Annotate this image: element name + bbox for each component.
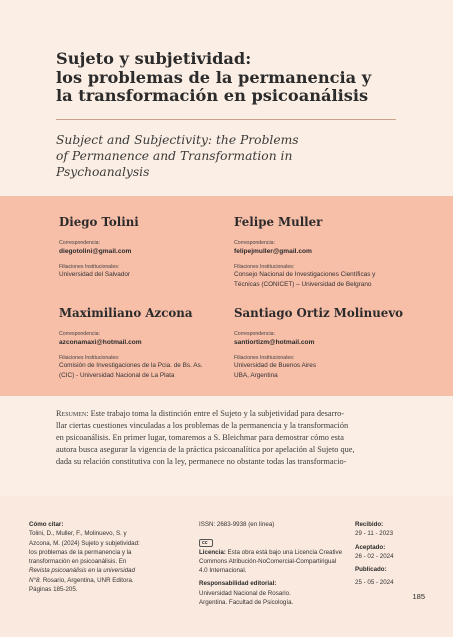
affiliation-label: Filiaciones Institucionales: [59, 264, 120, 270]
affiliation-line: (CIC) - Universidad Nacional de La Plata [59, 371, 175, 379]
abstract-line: dada su relación constitutiva con la ley, permanece no obstante todas las transformacio- [56, 457, 347, 467]
correspondence-label: Correspondencia: [59, 240, 100, 246]
subtitle-line: Subject and Subjectivity: the Problems [56, 133, 299, 147]
author-email[interactable]: diegotolini@gmail.com [59, 248, 132, 255]
license-text: Esta obra está bajo una Licencia Creative [225, 548, 343, 556]
english-title [56, 132, 396, 180]
author-name: Maximiliano Azcona [59, 306, 193, 320]
affiliation-label: Filiaciones Institucionales: [234, 355, 295, 361]
abstract-line [56, 408, 397, 420]
cite-journal: Revista psicoanálisis en la universidad [29, 567, 135, 575]
author-email[interactable]: azconamaxi@hotmail.com [59, 339, 142, 346]
abstract [56, 408, 397, 468]
cite-line: Azcona, M. (2024) Sujeto y subjetividad: [29, 539, 140, 547]
correspondence-label: Correspondencia: [59, 331, 100, 337]
resp-line: Argentina. Facultad de Psicología. [199, 599, 294, 607]
cite-line: transformación en psicoanálisis. En [29, 558, 127, 566]
accepted-label: Aceptado: [355, 543, 386, 551]
cite-line [29, 576, 140, 585]
published-date: 25 - 05 - 2024 [355, 579, 394, 587]
author-email[interactable]: felipejmuller@gmail.com [234, 248, 312, 255]
affiliation-line: Universidad del Salvador [59, 271, 131, 278]
resp-line: Universidad Nacional de Rosario. [199, 589, 291, 597]
cite-line: los problemas de la permanencia y la [29, 548, 132, 556]
accepted-date: 26 - 02 - 2024 [355, 552, 394, 560]
author-email[interactable]: santiortizm@hotmail.com [234, 339, 315, 346]
page-title [56, 50, 416, 106]
affiliation-label: Filiaciones Institucionales: [59, 355, 120, 361]
cite-line: Tolini, D., Muller, F., Molinuevo, S. y [29, 530, 127, 538]
title-line: los problemas de la permanencia y [56, 67, 372, 87]
cite-issue: N°8. [29, 576, 42, 584]
license-label: Licencia: [199, 548, 226, 556]
title-line: Sujeto y subjetividad: [56, 49, 252, 68]
cite-pages: Páginas 185-205. [29, 586, 78, 594]
author-card [59, 306, 259, 380]
abstract-line: llar ciertas cuestiones vinculadas a los problemas de la permanencia y la transformación [56, 421, 349, 431]
header-section [0, 0, 453, 196]
correspondence-label: Correspondencia: [234, 331, 275, 337]
subtitle-line: of Permanence and Transformation in [56, 149, 293, 163]
published-label: Publicado: [355, 566, 387, 574]
author-name: Santiago Ortiz Molinuevo [234, 306, 404, 320]
abstract-text: Este trabajo toma la distinción entre el Sujeto y la subjetividad para desarro- [90, 409, 345, 418]
title-divider [56, 119, 396, 120]
resp-label: Responsabilidad editorial: [199, 580, 277, 588]
affiliation-line: Técnicas (CONICET) – Universidad de Belgrano [234, 280, 372, 288]
author-name: Diego Tolini [59, 215, 139, 229]
author-card [234, 215, 434, 289]
dates-block [355, 520, 394, 588]
cite-label: Cómo citar: [29, 521, 64, 528]
abstract-line: autora busca asegurar la vigencia de la práctica psicoanalítica por apelación al Sujeto que, [56, 445, 355, 455]
citation-block [29, 520, 140, 594]
license-line[interactable]: Commons Atribución-NoComercial-Compartirigual [199, 557, 337, 565]
abstract-line: en psicoanálisis. En primer lugar, tomaremos a S. Bleichmar para demostrar cómo esta [56, 433, 344, 443]
received-date: 29 - 11 - 2023 [355, 530, 394, 538]
affiliation-line: Comisión de Investigaciones de la Pcia. de Bs. As. [59, 362, 203, 369]
author-card [234, 306, 434, 380]
affiliation-line: Universidad de Buenos Aires [234, 362, 317, 369]
author-name: Felipe Muller [234, 215, 323, 229]
affiliation-label: Filiaciones Institucionales: [234, 264, 295, 270]
cc-icon [199, 538, 342, 547]
subtitle-line: Psychoanalysis [56, 165, 150, 179]
cite-place: Rosario, Argentina, UNR Editora. [41, 576, 134, 584]
issn: ISSN: 2683-9938 (en línea) [199, 521, 275, 528]
license-block [199, 520, 342, 607]
author-card [59, 215, 259, 280]
license-line [199, 548, 342, 557]
license-line: 4.0 Internacional. [199, 567, 247, 575]
page-number: 185 [412, 592, 425, 601]
correspondence-label: Correspondencia: [234, 240, 275, 246]
title-line: la transformación en psicoanálisis [56, 86, 369, 105]
received-label: Recibido: [355, 521, 384, 528]
affiliation-line: Consejo Nacional de Investigaciones Científicas y [234, 271, 376, 278]
abstract-label: Resumen: [56, 409, 89, 418]
authors-block [0, 196, 453, 396]
footer [0, 496, 453, 637]
affiliation-line: UBA, Argentina [234, 371, 278, 379]
